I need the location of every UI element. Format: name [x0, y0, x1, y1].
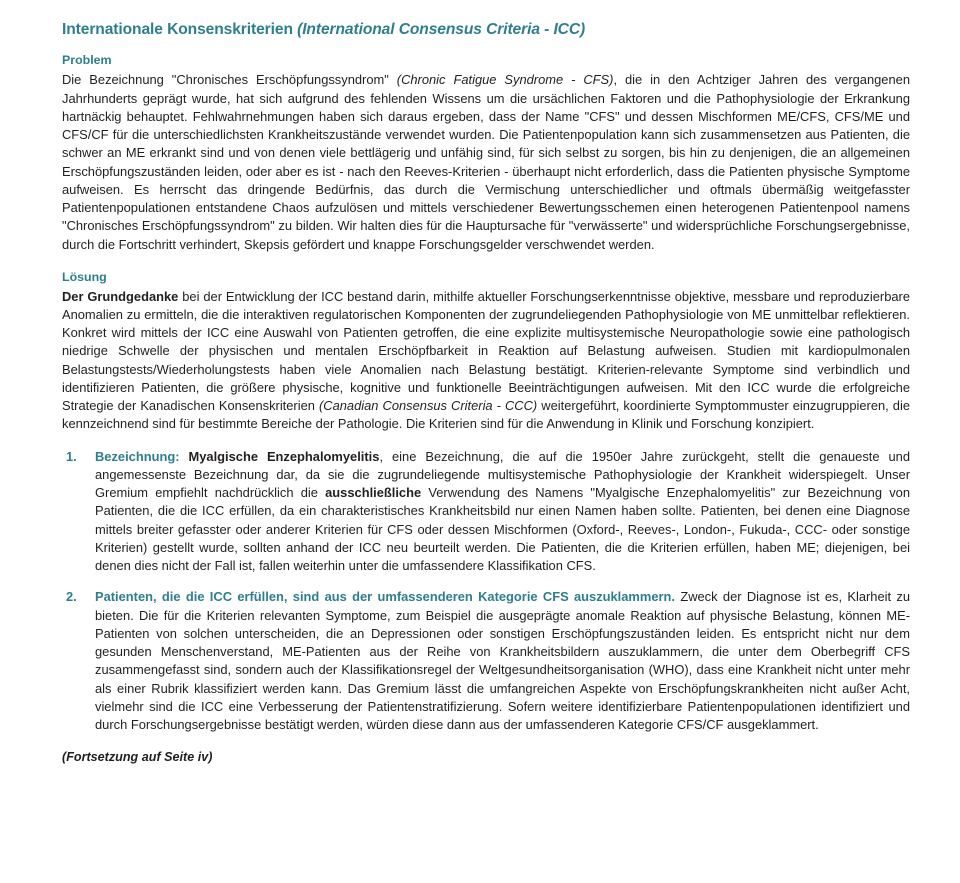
solution-paragraph	[62, 288, 910, 434]
solution-bold-lead: Der Grundgedanke	[62, 288, 179, 304]
page-title-english: (International Consensus Criteria - ICC)	[297, 21, 586, 38]
problem-paragraph	[62, 71, 910, 254]
list-item-text-part-2: Verwendung des Namens "Myalgische Enzephalomyelitis" zur Bezeichnung von Patienten, die die ICC erfüllen, da ein charakteristisches Krankheitsbild nur einen Namen haben sollte. Patienten, bei denen eine Diagnose mittels breiter gefasster oder anderer Kriterien für CFS oder dessen Mischformen (Oxford-, Reeves-, London-, Fukuda-, CCC- oder sonstige Kriterien) gestellt wurde, sollten anhand der ICC neu beurteilt werden. Die Patienten, die die Kriterien erfüllen, haben ME; diejenigen, bei denen dies nicht der Fall ist, fallen weiterhin unter die umfassendere Klassifikation CFS.	[95, 485, 910, 574]
list-item-marker: 2.	[66, 589, 77, 605]
page-title-german: Internationale Konsenskriterien	[62, 21, 298, 38]
solution-text-part-1: bei der Entwicklung der ICC bestand darin, mithilfe aktueller Forschungserkenntnisse objektive, messbare und reproduzierbare Anomalien zu ermitteln, die die interaktiven regulatorischen Komponenten der zugrundeliegenden Pathophysiologie von ME unmittelbar reflektieren. Konkret wird mittels der ICC eine Auswahl von Patienten getroffen, die eine explizite multisystemische Neuropathologie sowie eine pathologisch niedrige Schwelle der physischen und mentalen Erschöpfbarkeit in Reaktion auf Belastung aufweisen. Studien mit kardiopulmonalen Belastungstests/Wiederholungstests haben viele Anomalien nach Belastung bestätigt. Kriterien-relevante Symptome sind verbindlich und identifizieren Patienten, die größere physische, kognitive und funktionelle Beeinträchtigungen aufweisen. Mit den ICC wurde die erfolgreiche Strategie der Kanadischen Konsenskriterien	[62, 288, 910, 414]
problem-text-part-1: Die Bezeichnung "Chronisches Erschöpfungssyndrom"	[62, 72, 397, 88]
solution-italic-term: (Canadian Consensus Criteria - CCC)	[318, 398, 538, 414]
list-item-text-part-1: , eine Bezeichnung, die auf die 1950er Jahre zurückgeht, stellt die genaueste und angemessenste Bezeichnung dar, da sie die zugrundeliegende multisystemische Pathophysiologie der Krankheit widerspiegelt. Unser Gremium empfiehlt nachdrücklich die	[95, 448, 910, 501]
list-item-lead: Patienten, die die ICC erfüllen, sind aus der umfassenderen Kategorie CFS auszuklammern.	[95, 589, 676, 605]
list-item-lead: Bezeichnung:	[95, 448, 180, 464]
continuation-note: (Fortsetzung auf Seite iv)	[62, 750, 213, 765]
list-item-bold-term: Myalgische Enzephalomyelitis	[179, 448, 380, 464]
list-item	[62, 448, 910, 576]
list-item-marker: 1.	[66, 448, 77, 464]
problem-text-part-2: , die in den Achtziger Jahren des vergangenen Jahrhunderts geprägt wurde, hat sich aufgrund des fehlenden Wissens um die ursächlichen Faktoren und die Pathophysiologie der Erkrankung hartnäckig behauptet. Fehlwahrnehmungen haben sich daraus ergeben, dass der Name "CFS" und dessen Mischformen ME/CFS, CFS/ME und CFS/CF für die unterschiedlichsten Krankheitszustände verwendet wurden. Die Patientenpopulation kann sich zusammensetzen aus Patienten, die schwer an ME erkrankt sind und von denen viele bettlägerig und unfähig sind, für sich selbst zu sorgen, bis hin zu denjenigen, die an allgemeinen Erschöpfungszuständen leiden, oder aber es ist - nach den Reeves-Kriterien - überhaupt nicht erforderlich, dass die Patienten physische Symptome aufweisen. Es herrscht das dringende Bedürfnis, das durch die Vermischung unterschiedlicher und oftmals übermäßig weitgefasster Patientenpopulationen entstandene Chaos aufzulösen und mittels verschiedener Bewertungsschemen einen heterogenen Patientenpool namens "Chronisches Erschöpfungssyndrom" zu bilden. Wir halten dies für die Hauptursache für "verwässerte" und widersprüchliche Forschungsergebnisse, durch die Fortschritt verhindert, Skepsis gefördert und knappe Forschungsgelder verschwendet werden.	[62, 72, 910, 252]
section-heading-loesung: Lösung	[62, 269, 107, 284]
problem-italic-term: (Chronic Fatigue Syndrome - CFS)	[396, 72, 614, 88]
page-title	[62, 20, 910, 39]
section-heading-problem: Problem	[62, 53, 112, 68]
solution-text-part-2: weitergeführt, koordinierte Symptommuster einzugruppieren, die kennzeichnend sind für bestimmte Bereiche der Pathologie. Die Kriterien sind für die Anwendung in Klinik und Forschung konzipiert.	[62, 398, 910, 432]
list-item-bold-term-2: ausschließliche	[325, 485, 422, 501]
criteria-list	[62, 448, 910, 735]
list-item	[62, 588, 910, 734]
list-item-text-part-1: Zweck der Diagnose ist es, Klarheit zu bieten. Die für die Kriterien relevanten Symptome, zum Beispiel die ausgeprägte anomale Reaktion auf physische Belastung, können ME-Patienten von solchen unterscheiden, die an Depressionen oder sonstigen Erschöpfungszuständen leiden. Es entspricht nicht nur dem gesunden Menschenverstand, ME-Patienten aus der Reihe von Krankheitsbildern auszuklammern, die unter dem Oberbegriff CFS zusammengefasst sind, sondern auch der Klassifikationsregel der Weltgesundheitsorganisation (WHO), dass eine Krankheit nicht unter mehr als einer Rubrik klassifiziert werden kann. Das Gremium lässt die umfangreichen Aspekte von Erschöpfungskrankheiten nicht außer Acht, vielmehr sind die ICC eine Verbesserung der Patientenstratifizierung. Sofern weitere identifizierbare Patientenpopulationen identifiziert und durch Forschungsergebnisse bestätigt werden, würden diese dann aus der umfassenderen Kategorie CFS/CF ausgeklammert.	[95, 589, 910, 733]
